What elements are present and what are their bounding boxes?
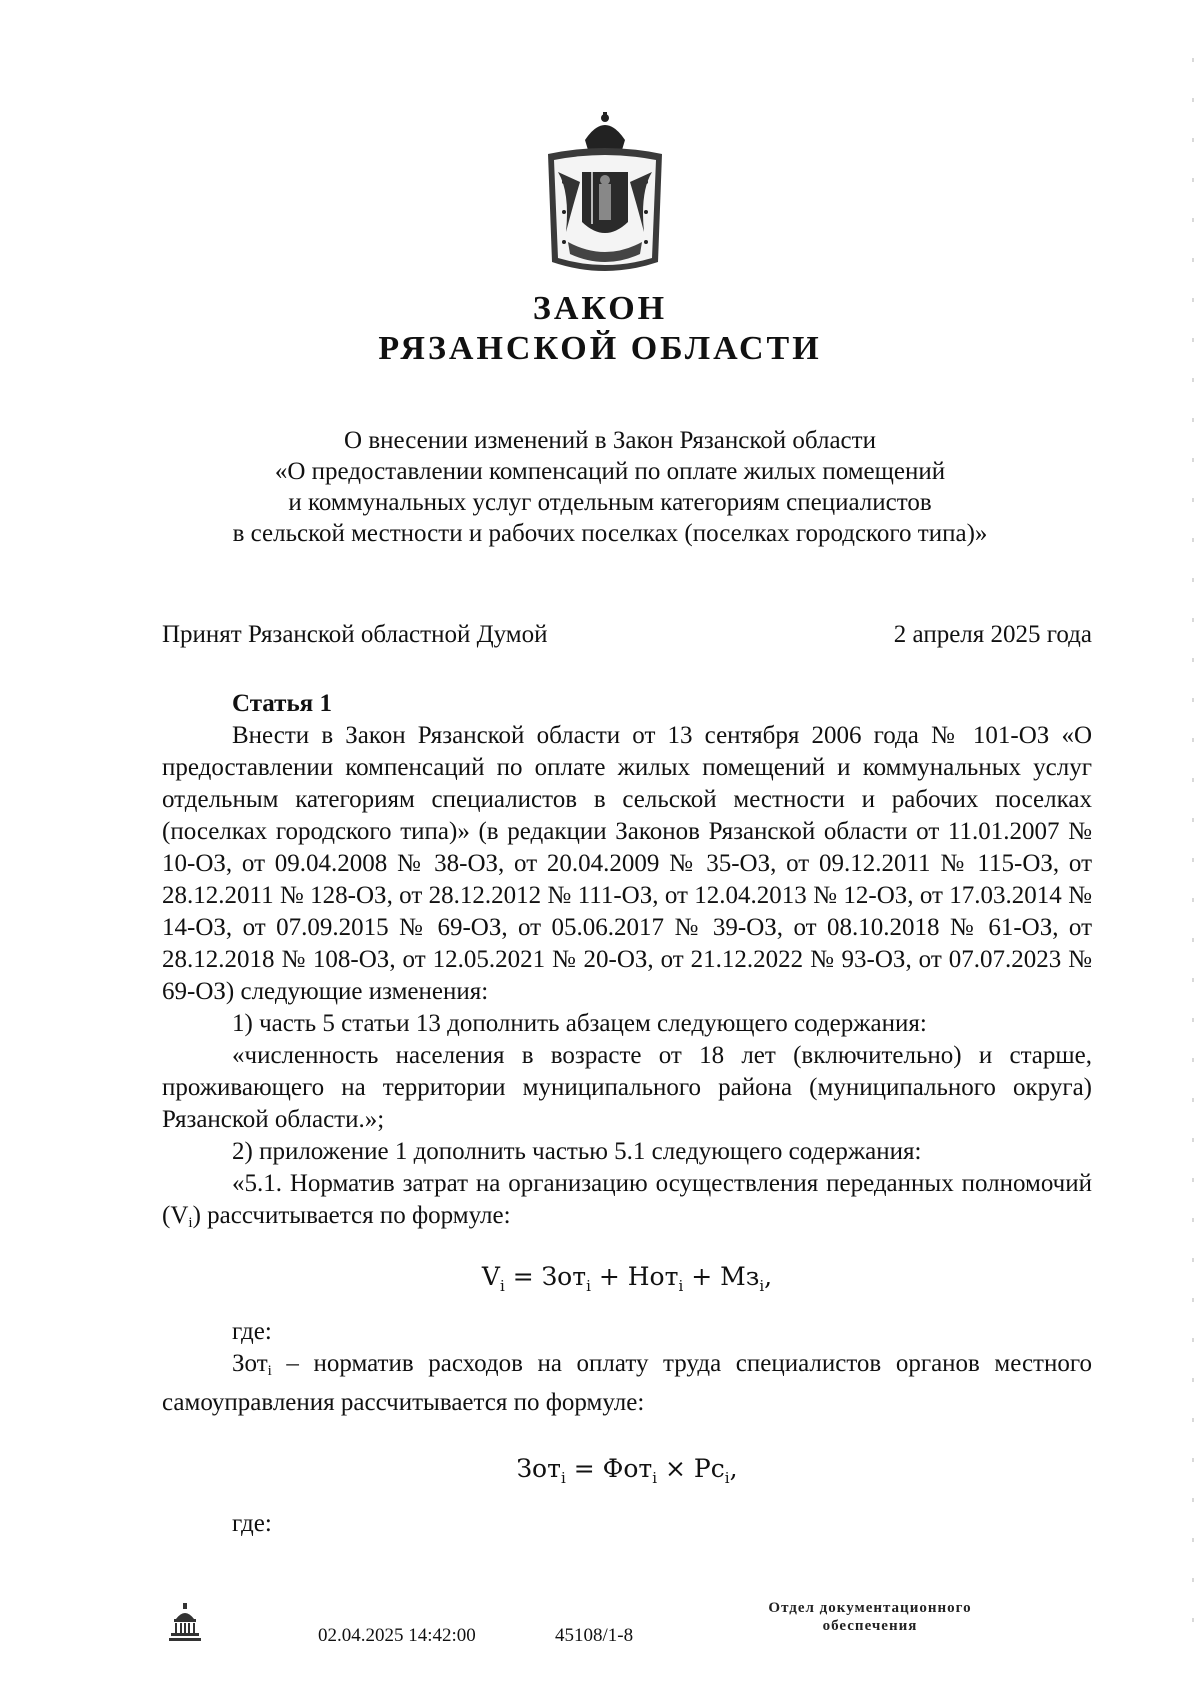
- stamp-line: обеспечения: [822, 1618, 918, 1634]
- formula-term: Зот: [516, 1454, 561, 1483]
- zot-definition: [162, 1348, 1092, 1419]
- formula-term: V: [481, 1262, 500, 1291]
- article-body: [162, 688, 1092, 1540]
- formula-punctuation: ,: [764, 1262, 773, 1291]
- subscript: i: [724, 1469, 730, 1487]
- subject-line: и коммунальных услуг отдельным категориям специалистов: [288, 489, 932, 516]
- formula-vi: [162, 1261, 1092, 1302]
- duma-building-icon: [168, 1603, 202, 1643]
- formula-term: Нот: [627, 1262, 679, 1291]
- formula-operator: ×: [665, 1454, 686, 1483]
- article-heading: Статья 1: [232, 690, 332, 717]
- where-label: где:: [232, 1510, 272, 1537]
- formula-punctuation: ,: [729, 1454, 738, 1483]
- formula-term: Рс: [693, 1454, 725, 1483]
- formula-operator: =: [573, 1454, 595, 1483]
- adoption-row: [162, 621, 1092, 649]
- item-2-text-part: ) рассчитывается по формуле:: [192, 1202, 511, 1229]
- law-subject: [160, 425, 1060, 549]
- subscript: i: [652, 1469, 658, 1487]
- subject-line: «О предоставлении компенсаций по оплате жилых помещений: [274, 458, 946, 485]
- subscript: i: [759, 1277, 765, 1295]
- formula-term: Мз: [720, 1262, 760, 1291]
- subscript: i: [586, 1277, 591, 1295]
- formula-operator: +: [691, 1262, 713, 1291]
- department-stamp: [720, 1599, 1020, 1635]
- zot-description: – норматив расходов на оплату труда специалистов органов местного самоуправления рассчитывается по формуле:: [162, 1350, 1092, 1416]
- formula-term: Зот: [541, 1262, 587, 1291]
- footer-reg-number: 45108/1-8: [555, 1625, 634, 1646]
- adopted-by: Принят Рязанской областной Думой: [162, 621, 548, 648]
- adoption-date: 2 апреля 2025 года: [893, 621, 1092, 648]
- formula-zot: [162, 1453, 1092, 1494]
- coat-of-arms-emblem: [540, 112, 670, 277]
- formula-operator: =: [512, 1262, 534, 1291]
- subscript: i: [678, 1277, 684, 1295]
- subscript: i: [560, 1469, 566, 1487]
- subscript: i: [188, 1215, 193, 1231]
- item-2: 2) приложение 1 дополнить частью 5.1 следующего содержания:: [232, 1138, 922, 1165]
- law-region-title: РЯЗАНСКОЙ ОБЛАСТИ: [378, 330, 822, 367]
- item-2-text: [162, 1168, 1092, 1239]
- scan-edge-marks: [1192, 40, 1194, 1640]
- zot-term: Зот: [232, 1350, 268, 1377]
- subscript: i: [499, 1277, 505, 1295]
- where-label: где:: [232, 1318, 272, 1345]
- stamp-line: Отдел документационного: [768, 1600, 972, 1616]
- item-1-text: «численность населения в возрасте от 18 лет (включительно) и старше, проживающего на территории муниципального района (муниципального округа) Рязанской области.»;: [162, 1042, 1092, 1133]
- subject-line: в сельской местности и рабочих поселках (поселках городского типа)»: [232, 520, 988, 547]
- article-intro: Внести в Закон Рязанской области от 13 сентября 2006 года № 101-ОЗ «О предоставлении компенсаций по оплате жилых помещений и коммунальных услуг отдельным категориям специалистов в сельской местности и рабочих поселках (поселках городского типа)» (в редакции Законов Рязанской области от 11.01.2007 № 10-ОЗ, от 09.04.2008 № 38-ОЗ, от 20.04.2009 № 35-ОЗ, от 09.12.2011 № 115-ОЗ, от 28.12.2011 № 128-ОЗ, от 28.12.2012 № 111-ОЗ, от 12.04.2013 № 12-ОЗ, от 17.03.2014 № 14-ОЗ, от 07.09.2015 № 69-ОЗ, от 05.06.2017 № 39-ОЗ, от 08.10.2018 № 61-ОЗ, от 28.12.2018 № 108-ОЗ, от 12.05.2021 № 20-ОЗ, от 21.12.2022 № 93-ОЗ, от 07.07.2023 № 69-ОЗ) следующие изменения:: [162, 722, 1092, 1005]
- item-2-text-part: «5.1. Норматив затрат на организацию осуществления переданных полномочий (V: [162, 1170, 1092, 1229]
- page-footer: [0, 1585, 1200, 1665]
- law-title: ЗАКОН: [532, 290, 668, 327]
- footer-timestamp: 02.04.2025 14:42:00: [318, 1625, 476, 1646]
- item-1: 1) часть 5 статьи 13 дополнить абзацем следующего содержания:: [232, 1010, 927, 1037]
- subject-line: О внесении изменений в Закон Рязанской области: [344, 427, 876, 454]
- subscript: i: [267, 1363, 272, 1379]
- formula-operator: +: [598, 1262, 620, 1291]
- formula-term: Фот: [602, 1454, 653, 1483]
